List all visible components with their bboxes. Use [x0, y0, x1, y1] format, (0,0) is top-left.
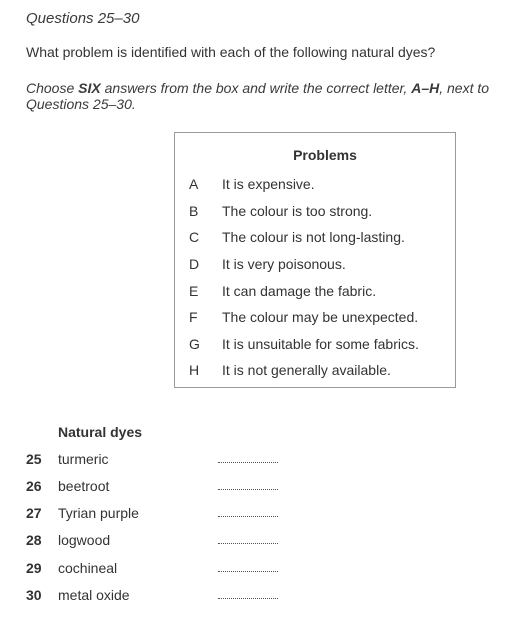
dye-row	[0, 587, 532, 605]
dye-name: turmeric	[58, 451, 109, 467]
option-letter: G	[189, 336, 200, 352]
problems-heading: Problems	[293, 147, 357, 163]
question-text: What problem is identified with each of the following natural dyes?	[26, 44, 436, 60]
instruction-post: , next to Questions 25–30.	[26, 80, 490, 112]
option-text: The colour is not long-lasting.	[222, 229, 405, 245]
instruction-count: SIX	[78, 80, 101, 96]
instruction-pre: Choose	[26, 80, 79, 96]
option-text: The colour is too strong.	[222, 203, 373, 219]
option-text: It is expensive.	[222, 176, 315, 192]
answer-blank[interactable]	[218, 571, 278, 572]
dye-row	[0, 560, 532, 578]
question-number: 29	[26, 560, 42, 576]
question-number: 26	[26, 478, 42, 494]
option-text: The colour may be unexpected.	[222, 309, 419, 325]
option-letter: B	[189, 203, 199, 219]
dye-name: cochineal	[58, 560, 118, 576]
section-title: Questions 25–30	[26, 10, 140, 27]
option-letter: F	[189, 309, 198, 325]
dye-row	[0, 532, 532, 550]
dye-name: Tyrian purple	[58, 505, 139, 521]
problems-box	[174, 132, 456, 388]
dye-name: beetroot	[58, 478, 110, 494]
option-text: It can damage the fabric.	[222, 283, 377, 299]
answer-blank[interactable]	[218, 598, 278, 599]
option-letter: H	[189, 362, 200, 378]
option-text: It is very poisonous.	[222, 256, 346, 272]
question-number: 25	[26, 451, 42, 467]
option-text: It is not generally available.	[222, 362, 391, 378]
option-letter: C	[189, 229, 200, 245]
dye-name: metal oxide	[58, 587, 130, 603]
dye-name: logwood	[58, 532, 111, 548]
instruction-mid: answers from the box and write the correct letter,	[100, 80, 412, 96]
option-text: It is unsuitable for some fabrics.	[222, 336, 419, 352]
option-letter: E	[189, 283, 199, 299]
answer-blank[interactable]	[218, 462, 278, 463]
dyes-heading: Natural dyes	[58, 424, 143, 440]
dye-row	[0, 505, 532, 523]
answer-blank[interactable]	[218, 489, 278, 490]
option-letter: A	[189, 176, 199, 192]
option-letter: D	[189, 256, 200, 272]
dye-row	[0, 478, 532, 496]
answer-blank[interactable]	[218, 543, 278, 544]
question-number: 28	[26, 532, 42, 548]
question-number: 30	[26, 587, 42, 603]
dye-row	[0, 451, 532, 469]
answer-blank[interactable]	[218, 516, 278, 517]
instruction-text	[26, 80, 526, 112]
instruction-letter-range: A–H	[411, 80, 440, 96]
question-number: 27	[26, 505, 42, 521]
